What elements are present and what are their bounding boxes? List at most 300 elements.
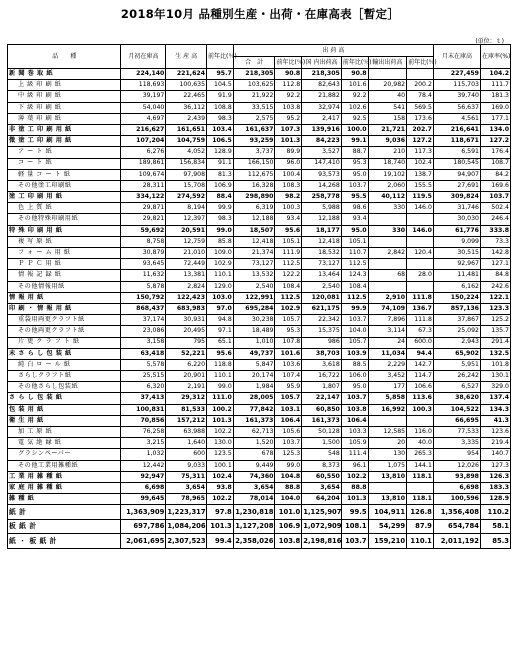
cell-dom: 1,072,909: [302, 519, 342, 534]
cell-end: 6,527: [433, 382, 480, 393]
cell-ship: 18,507: [233, 225, 275, 236]
cell-ratio: 134.3: [480, 404, 510, 415]
cell-ship-yoy: 106.4: [275, 415, 302, 426]
row-category: コ ー ト 紙: [8, 158, 121, 169]
cell-ship-yoy: 111.9: [275, 248, 302, 259]
cell-prod-yoy: 102.9: [207, 259, 234, 270]
table-row: [8, 158, 511, 169]
table-row: [8, 326, 511, 337]
cell-ship-yoy: 101.3: [275, 136, 302, 147]
cell-end: 227,459: [433, 69, 480, 80]
cell-exp-yoy: 100.3: [407, 404, 434, 415]
cell-ship-yoy: 103.1: [275, 404, 302, 415]
cell-exp-yoy: 118.1: [407, 471, 434, 482]
cell-exp-yoy: [407, 259, 434, 270]
cell-ship: 16,328: [233, 180, 275, 191]
cell-ratio: 134.0: [480, 124, 510, 135]
cell-dom: 5,988: [302, 203, 342, 214]
cell-ship: 695,284: [233, 303, 275, 314]
cell-prod-yoy: 103.0: [207, 292, 234, 303]
cell-begin: 4,697: [121, 113, 166, 124]
table-row: [8, 315, 511, 326]
row-category: 紙 計: [8, 505, 121, 520]
table-row: [8, 482, 511, 493]
header-export: 輸出出荷高: [368, 57, 407, 69]
cell-exp: 3,114: [368, 326, 407, 337]
cell-ratio: 101.8: [480, 359, 510, 370]
cell-ship: 12,418: [233, 236, 275, 247]
cell-dom-yoy: 99.5: [341, 505, 368, 520]
cell-ship-yoy: 122.2: [275, 270, 302, 281]
cell-exp: 21,721: [368, 124, 407, 135]
row-category: 新 聞 巻 取 紙: [8, 69, 121, 80]
cell-ship: 1,984: [233, 382, 275, 393]
cell-exp: 54,299: [368, 519, 407, 534]
cell-dom-yoy: 105.9: [341, 438, 368, 449]
cell-ratio: 135.7: [480, 326, 510, 337]
cell-prod-yoy: 98.3: [207, 214, 234, 225]
cell-prod-yoy: 130.0: [207, 438, 234, 449]
cell-exp-yoy: 146.0: [407, 203, 434, 214]
cell-exp-yoy: 94.4: [407, 348, 434, 359]
cell-begin: 6,276: [121, 147, 166, 158]
cell-prod-yoy: 129.0: [207, 281, 234, 292]
row-category: 家 庭 用 雑 種 紙: [8, 482, 121, 493]
table-row: [8, 248, 511, 259]
cell-exp: [368, 69, 407, 80]
cell-exp: 5,858: [368, 393, 407, 404]
cell-exp: 541: [368, 102, 407, 113]
cell-end: 39,740: [433, 91, 480, 102]
cell-ship: 112,675: [233, 169, 275, 180]
cell-ratio: 85.3: [480, 534, 510, 549]
cell-ratio: 177.1: [480, 113, 510, 124]
table-row: [8, 225, 511, 236]
cell-ship-yoy: 104.0: [275, 494, 302, 505]
cell-dom-yoy: 96.1: [341, 460, 368, 471]
table-row: [8, 371, 511, 382]
cell-prod-yoy: 108.8: [207, 102, 234, 113]
cell-prod: 122,423: [166, 292, 207, 303]
cell-begin: 868,437: [121, 303, 166, 314]
row-category: 薄 葉 印 刷 紙: [8, 113, 121, 124]
cell-ship: 161,637: [233, 124, 275, 135]
cell-ship-yoy: 102.9: [275, 303, 302, 314]
cell-exp-yoy: 144.1: [407, 460, 434, 471]
cell-exp: 20: [368, 438, 407, 449]
cell-dom-yoy: 88.7: [341, 147, 368, 158]
cell-end: 6,698: [433, 482, 480, 493]
row-category: ア ー ト 紙: [8, 147, 121, 158]
cell-prod: 1,084,206: [166, 519, 207, 534]
cell-ratio: 130.1: [480, 371, 510, 382]
cell-begin: 63,418: [121, 348, 166, 359]
cell-end: 1,356,408: [433, 505, 480, 520]
cell-begin: 70,856: [121, 415, 166, 426]
cell-begin: 109,674: [121, 169, 166, 180]
cell-exp-yoy: 67.3: [407, 326, 434, 337]
row-category: Ｐ Ｐ Ｃ 用 紙: [8, 259, 121, 270]
cell-end: 4,561: [433, 113, 480, 124]
cell-ship: 12,188: [233, 214, 275, 225]
cell-end: 66,695: [433, 415, 480, 426]
cell-prod: 2,824: [166, 281, 207, 292]
cell-exp: 210: [368, 147, 407, 158]
table-body: [8, 69, 511, 549]
cell-exp: 20,982: [368, 80, 407, 91]
table-row: [8, 80, 511, 91]
cell-dom-yoy: 103.3: [341, 427, 368, 438]
cell-dom: 1,500: [302, 438, 342, 449]
cell-exp: 13,810: [368, 471, 407, 482]
header-production: 生 産 高: [166, 45, 207, 69]
cell-ship: 298,890: [233, 192, 275, 203]
cell-end: 38,620: [433, 393, 480, 404]
cell-ship: 9,449: [233, 460, 275, 471]
cell-end: 92,967: [433, 259, 480, 270]
cell-prod: 29,312: [166, 393, 207, 404]
cell-prod: 22,465: [166, 91, 207, 102]
row-category: その他特殊印刷用紙: [8, 214, 121, 225]
cell-prod-yoy: 91.1: [207, 158, 234, 169]
cell-ship-yoy: 95.2: [275, 113, 302, 124]
table-row: [8, 192, 511, 203]
table-row: [8, 292, 511, 303]
row-category: 情 報 用 紙: [8, 292, 121, 303]
cell-ratio: 125.2: [480, 315, 510, 326]
header-domestic: 国 内出荷高: [302, 57, 342, 69]
cell-exp: 12,585: [368, 427, 407, 438]
cell-ship: 62,713: [233, 427, 275, 438]
cell-begin: 39,197: [121, 91, 166, 102]
total-row: [8, 505, 511, 520]
cell-dom-yoy: 100.0: [341, 124, 368, 135]
cell-dom: 73,127: [302, 259, 342, 270]
cell-dom-yoy: 99.9: [341, 303, 368, 314]
cell-ship-yoy: 105.6: [275, 427, 302, 438]
cell-exp: 7,896: [368, 315, 407, 326]
cell-ship: 30,238: [233, 315, 275, 326]
table-row: [8, 203, 511, 214]
cell-ship: 3,737: [233, 147, 275, 158]
cell-end: 309,824: [433, 192, 480, 203]
cell-ship-yoy: 104.8: [275, 471, 302, 482]
cell-prod: 63,988: [166, 427, 207, 438]
row-category: 特 殊 印 刷 用 紙: [8, 225, 121, 236]
cell-prod-yoy: 97.8: [207, 505, 234, 520]
cell-ship-yoy: 105.7: [275, 393, 302, 404]
cell-ship-yoy: 125.3: [275, 449, 302, 460]
cell-dom-yoy: 95.5: [341, 192, 368, 203]
cell-prod: 2,191: [166, 382, 207, 393]
cell-begin: 23,086: [121, 326, 166, 337]
cell-exp: [368, 482, 407, 493]
cell-ship-yoy: 106.9: [275, 519, 302, 534]
cell-begin: 59,692: [121, 225, 166, 236]
cell-ship-yoy: 112.5: [275, 259, 302, 270]
cell-exp-yoy: [407, 69, 434, 80]
cell-begin: 150,792: [121, 292, 166, 303]
cell-exp: 177: [368, 382, 407, 393]
cell-dom: 621,175: [302, 303, 342, 314]
cell-ship-yoy: 95.9: [275, 382, 302, 393]
cell-prod-yoy: 101.3: [207, 519, 234, 534]
cell-dom-yoy: 105.1: [341, 236, 368, 247]
cell-ship: 103,625: [233, 80, 275, 91]
header-stock-ratio: 在庫率(%): [480, 45, 510, 69]
cell-end: 954: [433, 449, 480, 460]
cell-ship-yoy: 99.0: [275, 460, 302, 471]
cell-begin: 37,413: [121, 393, 166, 404]
cell-prod: 81,533: [166, 404, 207, 415]
cell-dom: 258,778: [302, 192, 342, 203]
cell-dom: 82,643: [302, 80, 342, 91]
cell-ship-yoy: 101.6: [275, 348, 302, 359]
cell-begin: 2,061,695: [121, 534, 166, 549]
cell-prod: 36,112: [166, 102, 207, 113]
cell-dom-yoy: 103.7: [341, 315, 368, 326]
row-category: 工 業 用 雑 種 紙: [8, 471, 121, 482]
table-row: [8, 69, 511, 80]
row-category: 中 級 印 刷 紙: [8, 91, 121, 102]
cell-prod-yoy: 100.2: [207, 404, 234, 415]
cell-dom-yoy: 101.3: [341, 494, 368, 505]
cell-dom: 2,540: [302, 281, 342, 292]
cell-dom: 18,532: [302, 248, 342, 259]
cell-ship-yoy: 108.3: [275, 180, 302, 191]
cell-ship: 166,150: [233, 158, 275, 169]
cell-prod: 20,901: [166, 371, 207, 382]
cell-end: 27,691: [433, 180, 480, 191]
cell-exp-yoy: [407, 214, 434, 225]
cell-begin: 216,627: [121, 124, 166, 135]
cell-prod: 221,624: [166, 69, 207, 80]
table-row: [8, 337, 511, 348]
cell-exp-yoy: 113.6: [407, 393, 434, 404]
cell-end: 118,671: [433, 136, 480, 147]
cell-dom: 2,198,816: [302, 534, 342, 549]
cell-prod-yoy: 97.1: [207, 326, 234, 337]
cell-prod: 12,759: [166, 236, 207, 247]
cell-prod-yoy: 102.2: [207, 494, 234, 505]
cell-dom: 22,342: [302, 315, 342, 326]
cell-end: 93,898: [433, 471, 480, 482]
cell-prod: 75,311: [166, 471, 207, 482]
cell-dom-yoy: 102.6: [341, 102, 368, 113]
row-category: 包 装 用 紙: [8, 404, 121, 415]
row-category: さ ら し 包 装 紙: [8, 393, 121, 404]
row-category: グラシンペーパー: [8, 449, 121, 460]
cell-exp-yoy: 102.4: [407, 158, 434, 169]
cell-dom-yoy: 95.0: [341, 169, 368, 180]
cell-begin: 107,204: [121, 136, 166, 147]
cell-exp: 1,075: [368, 460, 407, 471]
cell-ship: 74,360: [233, 471, 275, 482]
cell-end: 65,902: [433, 348, 480, 359]
cell-exp: 130: [368, 449, 407, 460]
cell-prod-yoy: 111.0: [207, 393, 234, 404]
cell-prod: 104,759: [166, 136, 207, 147]
cell-exp-yoy: 40.0: [407, 438, 434, 449]
cell-exp-yoy: [407, 482, 434, 493]
cell-begin: 334,122: [121, 192, 166, 203]
cell-exp-yoy: 127.2: [407, 136, 434, 147]
cell-prod: 78,965: [166, 494, 207, 505]
cell-ship: 28,005: [233, 393, 275, 404]
cell-exp: 11,034: [368, 348, 407, 359]
cell-prod-yoy: 101.3: [207, 415, 234, 426]
cell-prod: 2,439: [166, 113, 207, 124]
cell-prod-yoy: 106.9: [207, 180, 234, 191]
header-beginning-stock: 月初在庫高: [121, 45, 166, 69]
cell-ship-yoy: 103.8: [275, 102, 302, 113]
cell-dom: 3,618: [302, 359, 342, 370]
cell-prod-yoy: 93.8: [207, 482, 234, 493]
cell-prod: 72,449: [166, 259, 207, 270]
row-category: その他工業用雑種紙: [8, 460, 121, 471]
cell-prod: 97,908: [166, 169, 207, 180]
cell-prod-yoy: 103.4: [207, 124, 234, 135]
table-row: [8, 393, 511, 404]
cell-prod-yoy: 109.0: [207, 248, 234, 259]
cell-ratio: 128.9: [480, 494, 510, 505]
cell-ship: 93,259: [233, 136, 275, 147]
cell-ratio: 176.4: [480, 147, 510, 158]
cell-prod-yoy: 118.8: [207, 359, 234, 370]
cell-dom: 64,204: [302, 494, 342, 505]
cell-end: 100,596: [433, 494, 480, 505]
cell-exp-yoy: 111.8: [407, 292, 434, 303]
cell-begin: 54,040: [121, 102, 166, 113]
cell-end: 26,242: [433, 371, 480, 382]
cell-ratio: 84.2: [480, 169, 510, 180]
cell-ship: 678: [233, 449, 275, 460]
cell-begin: 37,174: [121, 315, 166, 326]
cell-dom: 32,974: [302, 102, 342, 113]
cell-begin: 118,693: [121, 80, 166, 91]
cell-exp: 13,810: [368, 494, 407, 505]
cell-prod: 4,052: [166, 147, 207, 158]
table-row: [8, 180, 511, 191]
total-row: [8, 534, 511, 549]
cell-end: 2,943: [433, 337, 480, 348]
cell-exp: 40: [368, 91, 407, 102]
cell-prod-yoy: 99.4: [207, 534, 234, 549]
page-title: 2018年10月 品種別生産・出荷・在庫高表［暫定］: [120, 7, 400, 21]
cell-dom: 21,882: [302, 91, 342, 102]
cell-ratio: 333.8: [480, 225, 510, 236]
cell-ship: 2,358,026: [233, 534, 275, 549]
row-category: 電 気 絶 縁 紙: [8, 438, 121, 449]
cell-prod: 1,640: [166, 438, 207, 449]
table-row: [8, 236, 511, 247]
row-category: 衛 生 用 紙: [8, 415, 121, 426]
cell-begin: 3,215: [121, 438, 166, 449]
header-production-yoy: 前年比(％): [207, 45, 234, 69]
cell-dom-yoy: 124.3: [341, 270, 368, 281]
cell-ratio: 127.3: [480, 460, 510, 471]
cell-end: 6,591: [433, 147, 480, 158]
table-row: [8, 471, 511, 482]
cell-dom: 15,375: [302, 326, 342, 337]
cell-prod-yoy: 123.5: [207, 449, 234, 460]
cell-end: 654,784: [433, 519, 480, 534]
cell-prod: 156,834: [166, 158, 207, 169]
table-row: [8, 427, 511, 438]
cell-dom-yoy: 103.7: [341, 180, 368, 191]
cell-ratio: 127.1: [480, 259, 510, 270]
row-category: 非 塗 工 印 刷 用 紙: [8, 124, 121, 135]
cell-begin: 1,032: [121, 449, 166, 460]
cell-prod-yoy: 102.2: [207, 427, 234, 438]
cell-prod: 795: [166, 337, 207, 348]
row-category: 片 更 ク ラ フ ト 紙: [8, 337, 121, 348]
cell-dom: 2,417: [302, 113, 342, 124]
cell-dom: 38,703: [302, 348, 342, 359]
cell-exp-yoy: 118.1: [407, 494, 434, 505]
row-category: 上 級 印 刷 紙: [8, 80, 121, 91]
cell-ratio: 169.6: [480, 180, 510, 191]
cell-dom-yoy: 95.0: [341, 225, 368, 236]
cell-exp-yoy: 146.0: [407, 225, 434, 236]
cell-ratio: 246.4: [480, 214, 510, 225]
cell-prod-yoy: 94.8: [207, 315, 234, 326]
cell-ship: 49,737: [233, 348, 275, 359]
cell-dom: 12,188: [302, 214, 342, 225]
cell-begin: 29,871: [121, 203, 166, 214]
cell-prod: 13,381: [166, 270, 207, 281]
cell-dom: 16,722: [302, 371, 342, 382]
cell-ship-yoy: 108.4: [275, 281, 302, 292]
cell-begin: 3,158: [121, 337, 166, 348]
cell-end: 5,951: [433, 359, 480, 370]
header-shipment: 出 荷 高: [233, 45, 433, 57]
cell-end: 11,481: [433, 270, 480, 281]
table-row: [8, 136, 511, 147]
row-category: 複 写 原 紙: [8, 236, 121, 247]
cell-begin: 99,645: [121, 494, 166, 505]
header-total-yoy: 前年比(％): [275, 57, 302, 69]
cell-prod: 1,223,317: [166, 505, 207, 520]
cell-dom: 139,916: [302, 124, 342, 135]
table-row: [8, 124, 511, 135]
cell-prod: 3,654: [166, 482, 207, 493]
cell-ship: 13,532: [233, 270, 275, 281]
cell-ratio: 41.3: [480, 415, 510, 426]
cell-ship: 1,010: [233, 337, 275, 348]
cell-prod: 20,591: [166, 225, 207, 236]
cell-prod: 9,033: [166, 460, 207, 471]
table-row: [8, 102, 511, 113]
row-category: 雑 種 紙: [8, 494, 121, 505]
cell-dom-yoy: 111.4: [341, 449, 368, 460]
cell-ship: 1,127,208: [233, 519, 275, 534]
cell-ratio: 219.4: [480, 438, 510, 449]
cell-dom: 60,850: [302, 404, 342, 415]
cell-exp: 159,210: [368, 534, 407, 549]
cell-begin: 224,140: [121, 69, 166, 80]
cell-prod-yoy: 100.1: [207, 460, 234, 471]
cell-dom-yoy: 110.7: [341, 248, 368, 259]
table-row: [8, 169, 511, 180]
cell-end: 31,746: [433, 203, 480, 214]
cell-exp: [368, 281, 407, 292]
cell-prod-yoy: 102.4: [207, 471, 234, 482]
cell-exp-yoy: 600.0: [407, 337, 434, 348]
cell-dom: 548: [302, 449, 342, 460]
cell-end: 12,026: [433, 460, 480, 471]
cell-begin: 5,878: [121, 281, 166, 292]
